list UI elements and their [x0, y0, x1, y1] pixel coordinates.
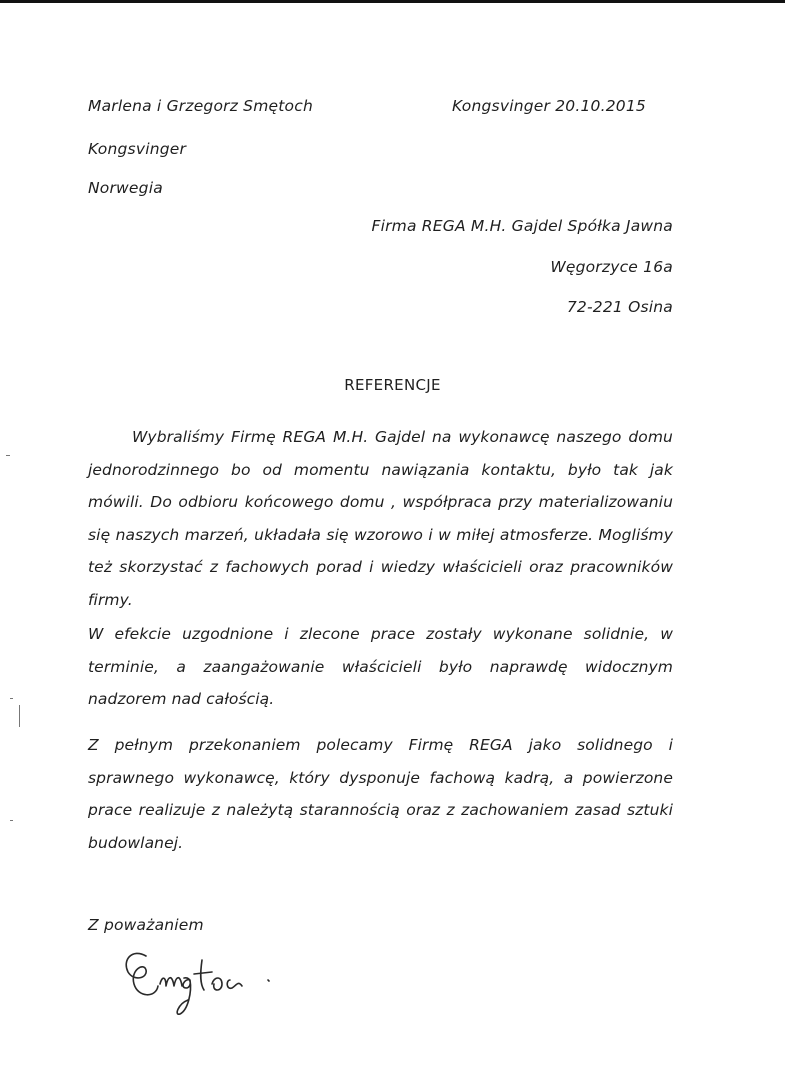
sender-city: Kongsvinger	[88, 140, 187, 158]
margin-mark-1	[6, 455, 10, 456]
paragraph-3: Z pełnym przekonaniem polecamy Firmę REGA jako solidnego i sprawnego wykonawcę, który dysponuje fachową kadrą, a powierzone prace realizuje z należytą starannością oraz z zachowaniem zasad sztuki budowlanej.	[88, 736, 673, 852]
document-heading: REFERENCJE	[344, 376, 441, 394]
recipient-postal-city: 72-221 Osina	[566, 298, 673, 316]
recipient-company: Firma REGA M.H. Gajdel Spółka Jawna	[371, 217, 673, 235]
recipient-street: Węgorzyce 16a	[550, 258, 673, 276]
margin-mark-4	[10, 820, 13, 821]
handwritten-signature	[118, 940, 308, 1020]
sender-country: Norwegia	[88, 179, 163, 197]
paragraph-1: Wybraliśmy Firmę REGA M.H. Gajdel na wykonawcę naszego domu jednorodzinnego bo od momentu nawiązania kontaktu, było tak jak mówili. Do odbioru końcowego domu , współpraca przy materializowaniu się naszych marzeń, układała się wzorowo i w miłej atmosferze. Mogliśmy też skorzystać z fachowych porad i wiedzy właścicieli oraz pracowników firmy.	[88, 428, 673, 609]
scan-top-edge	[0, 0, 785, 3]
paragraph-2: W efekcie uzgodnione i zlecone prace zostały wykonane solidnie, w terminie, a zaangażowanie właścicieli było naprawdę widocznym nadzorem nad całością.	[88, 625, 673, 708]
margin-mark-3	[19, 705, 20, 727]
place-date: Kongsvinger 20.10.2015	[452, 97, 646, 115]
closing-salutation: Z poważaniem	[88, 916, 204, 934]
margin-mark-2	[10, 698, 13, 699]
sender-names: Marlena i Grzegorz Smętoch	[88, 97, 313, 115]
